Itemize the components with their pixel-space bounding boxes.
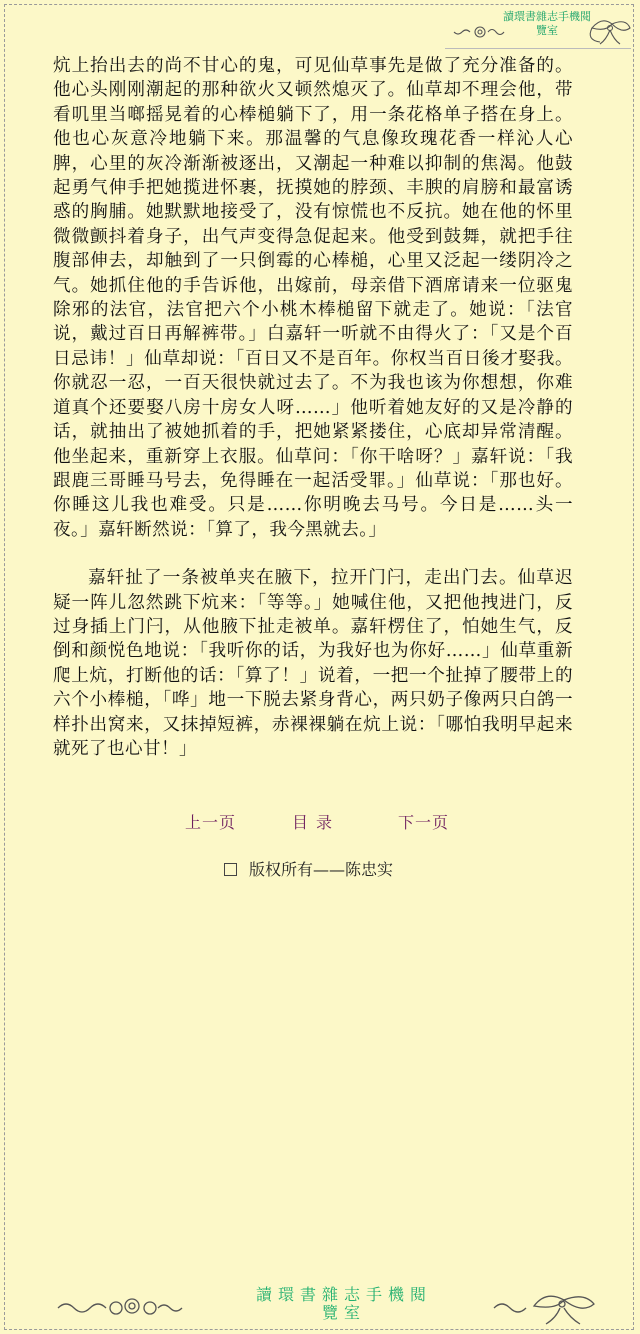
- article-content: [53, 54, 573, 761]
- top-divider: [445, 48, 631, 49]
- next-page-link[interactable]: 下一页: [398, 813, 450, 832]
- top-logo: [452, 8, 634, 48]
- prev-page-link[interactable]: 上一页: [185, 813, 237, 832]
- checkbox-icon: [224, 863, 237, 876]
- article-paragraph: 嘉轩扯了一条被单夹在腋下，拉开门闩，走出门去。仙草迟疑一阵儿忽然跳下炕来：「等等。」她喊住他，又把他拽进门，反过身插上门闩，从他腋下扯走被单。嘉轩楞住了，怕她生气，反倒和颜悦色地说：「我听你的话，为我好也为你好……」仙草重新爬上炕，打断他的话：「算了！」说着，一把一个扯掉了腰带上的六个小棒槌，「哗」地一下脱去紧身背心，两只奶子像两只白鸽一样扑出窝来，又抹掉短裤，赤裸裸躺在炕上说：「哪怕我明早起来就死了也心甘！」: [53, 568, 573, 759]
- logo-title: 讀環書雜志手機閱 覽室: [255, 1285, 432, 1322]
- article-paragraph: 炕上抬出去的尚不甘心的鬼，可见仙草事先是做了充分准备的。他心头刚刚潮起的那种欲火又顿然熄灭了。仙草却不理会他，带看叽里当啷摇晃着的心棒槌躺下了，用一条花格单子搭在身上。他也心灰意冷地躺下来。那温馨的气息像玫瑰花香一样沁人心脾，心里的灰冷渐渐被逐出，又潮起一种难以抑制的焦渴。他鼓起勇气伸手把她揽进怀裹，抚摸她的脖颈、丰腴的肩膀和最富诱惑的胸脯。她默默地接受了，没有惊慌也不反抗。她在他的怀里微微颤抖着身子，出气声变得急促起来。他受到鼓舞，就把手往腹部伸去，却触到了一只倒霉的心棒槌，心里又泛起一缕阴冷之气。她抓住他的手告诉他，出嫁前，母亲借下酒席请来一位驱鬼除邪的法官，法官把六个小桃木棒槌留下就走了。她说：「法官说，戴过百日再解裤带。」白嘉轩一听就不由得火了：「又是个百日忌讳！」仙草却说：「百日又不是百年。你权当百日後才娶我。你就忍一忍，一百天很快就过去了。不为我也该为你想想，你难道真个还要娶八房十房女人呀……」他听着她友好的又是冷静的话，就抽出了被她抓着的手，把她紧紧搂住，心底却异常清醒。他坐起来，重新穿上衣服。仙草问：「你干啥呀？」嘉轩说：「我跟鹿三哥睡马号去，免得睡在一起活受罪。」仙草说：「那也好。你睡这儿我也难受。只是……你明晚去马号。今日是……头一夜。」嘉轩断然说：「算了，我今黑就去。」: [53, 56, 573, 540]
- copyright-text: 版权所有——陈忠实: [249, 860, 394, 879]
- bottom-logo: [54, 1286, 614, 1328]
- page-navigation: [0, 810, 640, 832]
- copyright-notice: [224, 857, 393, 880]
- table-of-contents-link[interactable]: 目录: [292, 813, 341, 832]
- logo-title: 讀環書雜志手機閱 覽室: [503, 10, 591, 37]
